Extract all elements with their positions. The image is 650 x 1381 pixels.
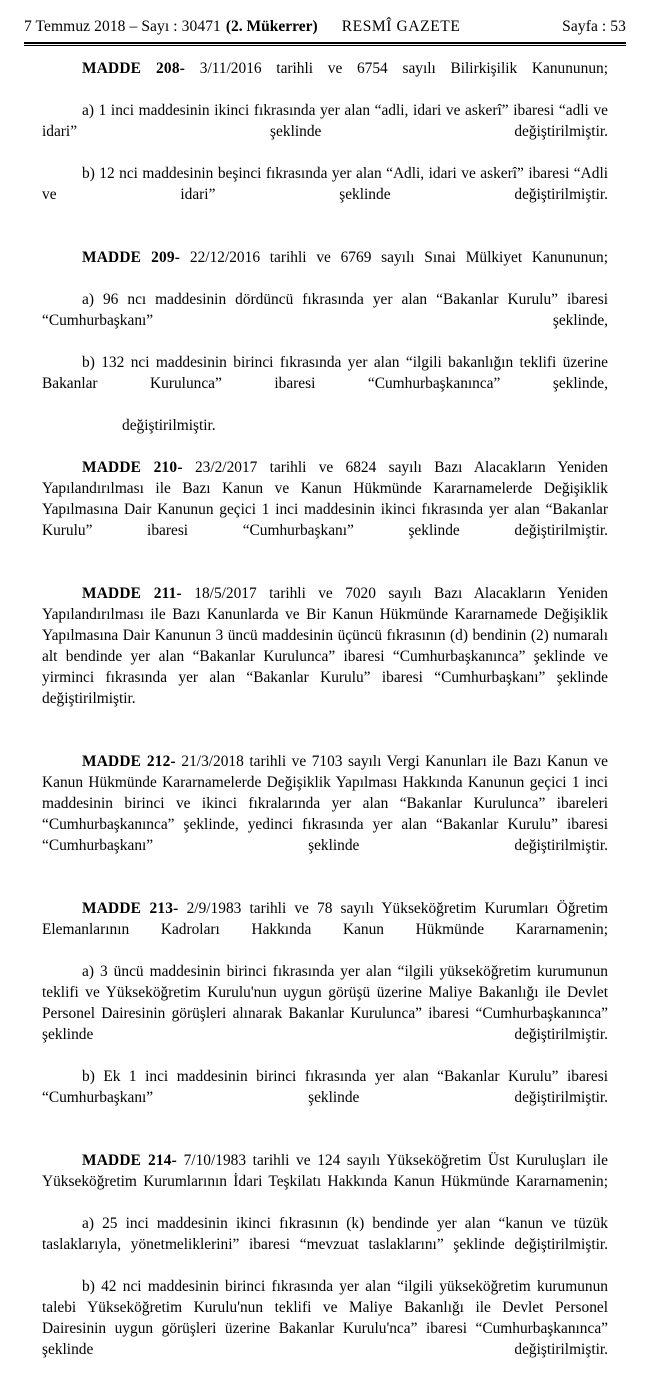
page-running-header [24, 17, 626, 39]
header-gazette-name: RESMÎ GAZETE [341, 18, 461, 35]
article-lead-text: 3/11/2016 tarihli ve 6754 sayılı Bilirkişilik Kanununun; [185, 60, 608, 77]
header-divider-rule [24, 42, 626, 46]
article-clause: b) 132 nci maddesinin birinci fıkrasında yer alan “ilgili bakanlığın teklifi üzerine Bakanlar Kurulunca” ibaresi “Cumhurbaşkanınca” şeklinde, [42, 354, 608, 392]
article-clause: b) 12 nci maddesinin beşinci fıkrasında yer alan “Adli, idari ve askerî” ibaresi “Adli ve idari” şeklinde değiştirilmiştir. [42, 165, 608, 203]
article-label: MADDE 212- [82, 753, 176, 770]
article-lead-paragraph [42, 583, 608, 730]
article-block [42, 751, 608, 877]
article-clause: b) Ek 1 inci maddesinin birinci fıkrasında yer alan “Bakanlar Kurulu” ibaresi “Cumhurbaşkanı” şeklinde değiştirilmiştir. [42, 1068, 608, 1106]
article-label: MADDE 209- [82, 249, 181, 266]
rule-line-lower [24, 45, 626, 46]
article-clause: a) 96 ncı maddesinin dördüncü fıkrasında yer alan “Bakanlar Kurulu” ibaresi “Cumhurbaşkanı” şeklinde, [42, 291, 608, 329]
article-label: MADDE 210- [82, 459, 183, 476]
article-lead-paragraph [42, 58, 608, 100]
article-lead-text: 18/5/2017 tarihli ve 7020 sayılı Bazı Alacakların Yeniden Yapılandırılması ile Bazı Kanunlarda ve Bir Kanun Hükmünde Kararnamede Değişiklik Yapılmasına Dair Kanunun 3 üncü maddesinin üçüncü fıkrasının (d) bendinin (2) numaralı alt bendinde yer alan “Bakanlar Kurulunca” ibaresi “Cumhurbaşkanınca” şeklinde ve yirminci fıkrasında yer alan “Bakanlar Kurulu” ibaresi “Cumhurbaşkanı” şeklinde değiştirilmiştir. [42, 585, 608, 707]
article-block [42, 457, 608, 562]
article-lead-text: 7/10/1983 tarihli ve 124 sayılı Yükseköğretim Üst Kuruluşları ile Yükseköğretim Kurumlarının İdari Teşkilatı Hakkında Kanun Hükmünde Kararnamenin; [42, 1152, 608, 1190]
header-left-group [24, 17, 460, 37]
article-block [42, 247, 608, 436]
article-block [42, 1150, 608, 1381]
article-block [42, 583, 608, 730]
header-mukerrer: (2. Mükerrer) [225, 18, 318, 35]
article-block [42, 58, 608, 226]
article-lead-paragraph [42, 898, 608, 961]
header-date-issue: 7 Temmuz 2018 – Sayı : 30471 [24, 18, 221, 35]
article-label: MADDE 214- [82, 1152, 177, 1169]
article-lead-text: 21/3/2018 tarihli ve 7103 sayılı Vergi Kanunları ile Bazı Kanun ve Kanun Hükmünde Kararnamelerde Değişiklik Yapılması Hakkında Kanunun geçici 1 inci maddesinin birinci ve ikinci fıkralarında yer alan “Bakanlar Kurulunca” ibareleri “Cumhurbaşkanınca” şeklinde, yedinci fıkrasında yer alan “Bakanlar Kurulu” ibaresi “Cumhurbaşkanı” şeklinde değiştirilmiştir. [42, 753, 608, 854]
header-page-number: Sayfa : 53 [562, 18, 626, 35]
article-label: MADDE 208- [82, 60, 186, 77]
article-lead-paragraph [42, 751, 608, 877]
article-clause: a) 25 inci maddesinin ikinci fıkrasının (k) bendinde yer alan “kanun ve tüzük taslaklarıyla, yönetmeliklerini” ibaresi “mevzuat taslaklarını” şeklinde değiştirilmiştir. [42, 1215, 608, 1253]
article-block [42, 898, 608, 1129]
article-lead-paragraph [42, 1150, 608, 1213]
article-lead-paragraph [42, 457, 608, 562]
article-clause: b) 42 nci maddesinin birinci fıkrasında yer alan “ilgili yükseköğretim kurumunun talebi Yükseköğretim Kurulu'nun teklifi ve Maliye Bakanlığı ile Devlet Personel Dairesinin uygun görüşleri üzerine Bakanlar Kurulu'nca” ibaresi “Cumhurbaşkanınca” şeklinde değiştirilmiştir. [42, 1278, 608, 1358]
article-lead-text: 22/12/2016 tarihli ve 6769 sayılı Sınai Mülkiyet Kanununun; [180, 249, 608, 266]
article-tail-text: değiştirilmiştir. [122, 417, 216, 434]
article-label: MADDE 211- [82, 585, 182, 602]
article-label: MADDE 213- [82, 900, 179, 917]
article-clause: a) 1 inci maddesinin ikinci fıkrasında yer alan “adli, idari ve askerî” ibaresi “adli ve idari” şeklinde değiştirilmiştir. [42, 102, 608, 140]
article-lead-text: 2/9/1983 tarihli ve 78 sayılı Yükseköğretim Kurumları Öğretim Elemanlarının Kadroları Hakkında Kanun Hükmünde Kararnamenin; [42, 900, 608, 938]
document-body [42, 58, 608, 1381]
article-lead-text: 23/2/2017 tarihli ve 6824 sayılı Bazı Alacakların Yeniden Yapılandırılması ile Bazı Kanun ve Kanun Hükmünde Kararnamelerde Değişiklik Yapılmasına Dair Kanunun geçici 1 inci maddesinin ikinci fıkrasında yer alan “Bakanlar Kurulu” ibaresi “Cumhurbaşkanı” şeklinde değiştirilmiştir. [42, 459, 608, 539]
article-clause: a) 3 üncü maddesinin birinci fıkrasında yer alan “ilgili yükseköğretim kurumunun teklifi ve Yükseköğretim Kurulu'nun uygun görüşü üzerine Maliye Bakanlığı ile Devlet Personel Dairesinin görüşleri alınarak Bakanlar Kurulunca” ibaresi “Cumhurbaşkanınca” şeklinde değiştirilmiştir. [42, 963, 608, 1043]
article-lead-paragraph [42, 247, 608, 289]
